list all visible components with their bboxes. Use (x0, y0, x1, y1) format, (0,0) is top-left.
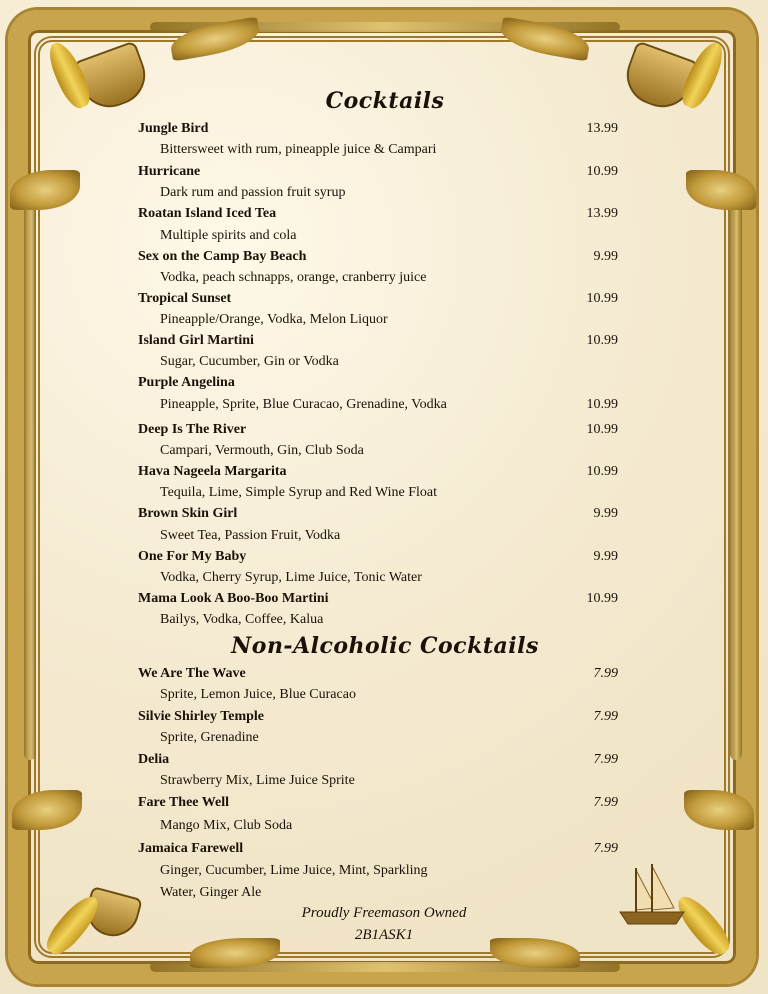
menu-item-description: Campari, Vermouth, Gin, Club Soda (160, 443, 364, 458)
menu-item-price: 10.99 (586, 591, 618, 606)
right-vine-decoration (730, 200, 742, 760)
menu-item-price: 7.99 (593, 666, 618, 681)
menu-item-price: 9.99 (593, 506, 618, 521)
menu-item-price: 13.99 (586, 206, 618, 221)
menu-item-description: Sprite, Lemon Juice, Blue Curacao (160, 687, 356, 702)
menu-item-description: Mango Mix, Club Soda (160, 818, 293, 833)
menu-item-description: Vodka, Cherry Syrup, Lime Juice, Tonic Water (160, 570, 422, 585)
menu-item-price: 10.99 (586, 464, 618, 479)
menu-item-price: 9.99 (593, 549, 618, 564)
menu-item-description: Dark rum and passion fruit syrup (160, 185, 346, 200)
menu-item-name: Mama Look A Boo-Boo Martini (138, 591, 329, 606)
menu-item-description: Pineapple, Sprite, Blue Curacao, Grenadine, Vodka (160, 397, 447, 412)
menu-item-name: Jungle Bird (138, 121, 209, 136)
menu-item-description: Pineapple/Orange, Vodka, Melon Liquor (160, 312, 388, 327)
menu-item-description: Water, Ginger Ale (160, 885, 262, 900)
menu-item-price: 10.99 (586, 291, 618, 306)
menu-item-price: 10.99 (586, 164, 618, 179)
menu-item-name: Fare Thee Well (138, 795, 229, 810)
cocktails-heading: Cocktails (325, 88, 445, 114)
menu-item-name: Hava Nageela Margarita (138, 464, 287, 479)
non-alcoholic-heading: Non-Alcoholic Cocktails (231, 633, 539, 659)
menu-item-name: Sex on the Camp Bay Beach (138, 249, 307, 264)
menu-item-name: Silvie Shirley Temple (138, 709, 265, 724)
menu-item-name: Tropical Sunset (138, 291, 232, 306)
menu-item-price: 10.99 (586, 397, 618, 412)
left-vine-decoration (24, 200, 36, 760)
menu-item-description: Sweet Tea, Passion Fruit, Vodka (160, 528, 341, 543)
menu-item-description: Tequila, Lime, Simple Syrup and Red Wine Float (160, 485, 437, 500)
menu-item-name: One For My Baby (138, 549, 247, 564)
menu-item-name: Island Girl Martini (138, 333, 254, 348)
menu-item-description: Bailys, Vodka, Coffee, Kalua (160, 612, 324, 627)
menu-item-description: Multiple spirits and cola (160, 228, 297, 243)
menu-item-price: 7.99 (593, 841, 618, 856)
menu-item-name: Roatan Island Iced Tea (138, 206, 277, 221)
menu-item-name: Delia (138, 752, 170, 767)
footer-code: 2B1ASK1 (354, 927, 414, 943)
menu-item-price: 10.99 (586, 333, 618, 348)
menu-item-description: Ginger, Cucumber, Lime Juice, Mint, Sparkling (160, 863, 428, 878)
menu-item-description: Bittersweet with rum, pineapple juice & Campari (160, 142, 437, 157)
menu-item-description: Sugar, Cucumber, Gin or Vodka (160, 354, 339, 369)
menu-item-name: Brown Skin Girl (138, 506, 238, 521)
menu-item-price: 7.99 (593, 709, 618, 724)
menu-item-description: Vodka, peach schnapps, orange, cranberry juice (160, 270, 427, 285)
menu-item-name: Jamaica Farewell (138, 841, 244, 856)
menu-item-description: Strawberry Mix, Lime Juice Sprite (160, 773, 355, 788)
menu-item-price: 7.99 (593, 795, 618, 810)
menu-item-price: 13.99 (586, 121, 618, 136)
menu-item-description: Sprite, Grenadine (160, 730, 259, 745)
menu-item-price: 7.99 (593, 752, 618, 767)
menu-item-price: 9.99 (593, 249, 618, 264)
menu-item-name: Deep Is The River (138, 422, 247, 437)
menu-item-name: Hurricane (138, 164, 201, 179)
footer-ownership: Proudly Freemason Owned (301, 905, 467, 921)
menu-item-name: Purple Angelina (138, 375, 235, 390)
menu-item-name: We Are The Wave (138, 666, 246, 681)
menu-item-price: 10.99 (586, 422, 618, 437)
